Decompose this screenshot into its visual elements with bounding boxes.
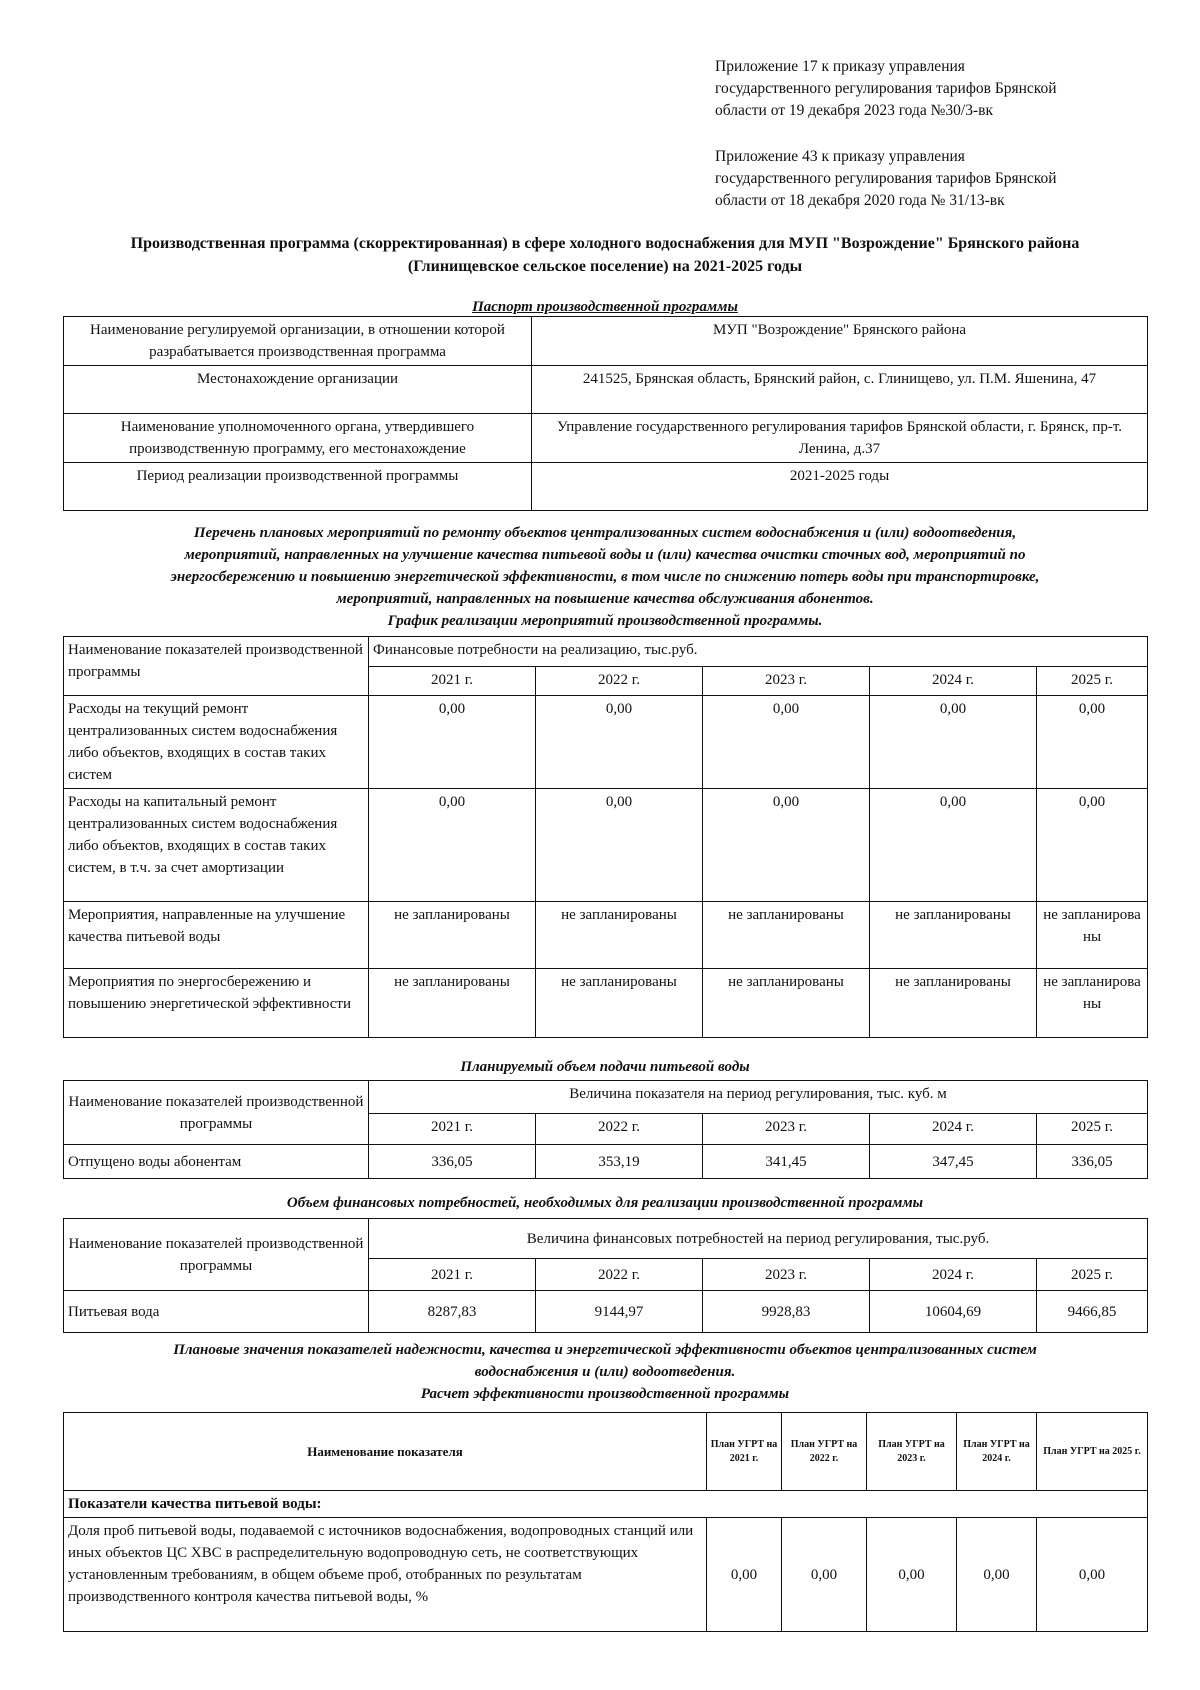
- cell-value: 0,00: [957, 1518, 1037, 1632]
- measures-heading: Перечень плановых мероприятий по ремонту объектов централизованных систем водоснабжения и (или) водоотведения, мероприятий, направленных на улучшение качества питьевой воды и (или) качества очистки сточных вод, мероприятий по энергосбережению и повышению энергетической эффективности, в том числе по снижению потерь воды при транспортировке, мероприятий, направленных на повышение качества обслуживания абонентов. График реализации мероприятий производственной программы.: [60, 522, 1150, 632]
- cell-value: 0,00: [867, 1518, 957, 1632]
- cell-value: 0,00: [536, 789, 703, 902]
- plan-header: План УГРТ на 2023 г.: [867, 1413, 957, 1491]
- cell-value: 336,05: [369, 1145, 536, 1179]
- row-label: Расходы на текущий ремонт централизованных систем водоснабжения либо объектов, входящих в состав таких систем: [64, 696, 369, 789]
- document-title: Производственная программа (скорректированная) в сфере холодного водоснабжения для МУП "Возрождение" Брянского района (Глинищевское сельское поселение) на 2021-2025 годы: [130, 235, 1080, 275]
- passport-label: Местонахождение организации: [64, 366, 532, 414]
- table-row: [64, 1518, 1148, 1632]
- calc-heading: Расчет эффективности производственной программы: [420, 1386, 790, 1402]
- plan-header: План УГРТ на 2021 г.: [707, 1413, 782, 1491]
- cell-value: не запланированы: [703, 902, 870, 969]
- table-row: [64, 637, 1148, 667]
- year-header: 2025 г.: [1037, 667, 1148, 696]
- year-header: 2022 г.: [536, 1114, 703, 1145]
- finance-table: [63, 1218, 1148, 1333]
- year-header: 2024 г.: [870, 667, 1037, 696]
- plan-header: План УГРТ на 2022 г.: [782, 1413, 867, 1491]
- cell-value: 0,00: [369, 789, 536, 902]
- cell-value: не запланированы: [369, 969, 536, 1038]
- measures-table: [63, 636, 1148, 1038]
- efficiency-table: [63, 1412, 1148, 1632]
- year-header: 2022 г.: [536, 667, 703, 696]
- cell-value: 347,45: [870, 1145, 1037, 1179]
- cell-value: 0,00: [536, 696, 703, 789]
- cell-value: 353,19: [536, 1145, 703, 1179]
- cell-value: 10604,69: [870, 1291, 1037, 1333]
- table-row: [64, 902, 1148, 969]
- appendix-note-1: Приложение 17 к приказу управления государственного регулирования тарифов Брянской области от 19 декабря 2023 года №30/3-вк: [715, 58, 1057, 119]
- table-row: [64, 414, 1148, 463]
- group-header: Величина финансовых потребностей на период регулирования, тыс.руб.: [369, 1219, 1148, 1259]
- table-row: [64, 1081, 1148, 1114]
- year-header: 2021 г.: [369, 1259, 536, 1291]
- cell-value: 341,45: [703, 1145, 870, 1179]
- cell-value: 0,00: [1037, 696, 1148, 789]
- cell-value: 0,00: [782, 1518, 867, 1632]
- table-row: [64, 696, 1148, 789]
- year-header: 2025 г.: [1037, 1259, 1148, 1291]
- cell-value: не запланированы: [369, 902, 536, 969]
- schedule-heading: График реализации мероприятий производственной программы.: [387, 613, 823, 629]
- row-label: Отпущено воды абонентам: [64, 1145, 369, 1179]
- passport-label: Наименование регулируемой организации, в отношении которой разрабатывается производственная программа: [64, 317, 532, 366]
- passport-value: 2021-2025 годы: [532, 463, 1148, 511]
- table-row: [64, 1413, 1148, 1491]
- row-label: Мероприятия, направленные на улучшение качества питьевой воды: [64, 902, 369, 969]
- cell-value: 9144,97: [536, 1291, 703, 1333]
- column-header: Наименование показателей производственной программы: [64, 637, 369, 696]
- passport-heading: Паспорт производственной программы: [472, 299, 738, 315]
- column-header: Наименование показателя: [64, 1413, 707, 1491]
- cell-value: 8287,83: [369, 1291, 536, 1333]
- volume-heading: Планируемый объем подачи питьевой воды: [460, 1059, 750, 1075]
- cell-value: не запланированы: [703, 969, 870, 1038]
- table-row: [64, 1491, 1148, 1518]
- passport-label: Период реализации производственной программы: [64, 463, 532, 511]
- passport-table: [63, 316, 1148, 511]
- year-header: 2023 г.: [703, 667, 870, 696]
- cell-value: 0,00: [1037, 789, 1148, 902]
- cell-value: не запланированы: [1037, 969, 1148, 1038]
- cell-value: 0,00: [369, 696, 536, 789]
- group-header: Финансовые потребности на реализацию, тыс.руб.: [369, 637, 1148, 667]
- cell-value: 0,00: [1037, 1518, 1148, 1632]
- table-row: [64, 317, 1148, 366]
- cell-value: не запланированы: [870, 969, 1037, 1038]
- cell-value: не запланированы: [536, 969, 703, 1038]
- volume-table: [63, 1080, 1148, 1179]
- table-row: [64, 1291, 1148, 1333]
- efficiency-heading: Плановые значения показателей надежности, качества и энергетической эффективности объектов централизованных систем водоснабжения и (или) водоотведения. Расчет эффективности производственной программы: [60, 1339, 1150, 1405]
- cell-value: не запланированы: [870, 902, 1037, 969]
- cell-value: 0,00: [870, 696, 1037, 789]
- row-label: Мероприятия по энергосбережению и повышению энергетической эффективности: [64, 969, 369, 1038]
- year-header: 2025 г.: [1037, 1114, 1148, 1145]
- passport-value: 241525, Брянская область, Брянский район, с. Глинищево, ул. П.М. Яшенина, 47: [532, 366, 1148, 414]
- cell-value: 9928,83: [703, 1291, 870, 1333]
- cell-value: не запланированы: [536, 902, 703, 969]
- cell-value: 336,05: [1037, 1145, 1148, 1179]
- table-row: [64, 1219, 1148, 1259]
- table-row: [64, 969, 1148, 1038]
- year-header: 2021 г.: [369, 1114, 536, 1145]
- column-header: Наименование показателей производственной программы: [64, 1081, 369, 1145]
- cell-value: 0,00: [703, 789, 870, 902]
- section-title: Показатели качества питьевой воды:: [64, 1491, 1148, 1518]
- year-header: 2023 г.: [703, 1259, 870, 1291]
- row-label: Доля проб питьевой воды, подаваемой с источников водоснабжения, водопроводных станций или иных объектов ЦС ХВС в распределительную водопроводную сеть, не соответствующих установленным требованиям, в общем объеме проб, отобранных по результатам производственного контроля качества питьевой воды, %: [64, 1518, 707, 1632]
- cell-value: 9466,85: [1037, 1291, 1148, 1333]
- table-row: [64, 789, 1148, 902]
- passport-value: МУП "Возрождение" Брянского района: [532, 317, 1148, 366]
- group-header: Величина показателя на период регулирования, тыс. куб. м: [369, 1081, 1148, 1114]
- row-label: Питьевая вода: [64, 1291, 369, 1333]
- year-header: 2024 г.: [870, 1259, 1037, 1291]
- table-row: [64, 1145, 1148, 1179]
- cell-value: 0,00: [703, 696, 870, 789]
- cell-value: не запланированы: [1037, 902, 1148, 969]
- year-header: 2022 г.: [536, 1259, 703, 1291]
- plan-header: План УГРТ на 2025 г.: [1037, 1413, 1148, 1491]
- row-label: Расходы на капитальный ремонт централизованных систем водоснабжения либо объектов, входящих в состав таких систем, в т.ч. за счет амортизации: [64, 789, 369, 902]
- table-row: [64, 366, 1148, 414]
- year-header: 2021 г.: [369, 667, 536, 696]
- year-header: 2023 г.: [703, 1114, 870, 1145]
- year-header: 2024 г.: [870, 1114, 1037, 1145]
- passport-value: Управление государственного регулирования тарифов Брянской области, г. Брянск, пр-т. Ленина, д.37: [532, 414, 1148, 463]
- passport-label: Наименование уполномоченного органа, утвердившего производственную программу, его местонахождение: [64, 414, 532, 463]
- table-row: [64, 463, 1148, 511]
- cell-value: 0,00: [870, 789, 1037, 902]
- plan-header: План УГРТ на 2024 г.: [957, 1413, 1037, 1491]
- finance-heading: Объем финансовых потребностей, необходимых для реализации производственной программы: [286, 1195, 924, 1211]
- cell-value: 0,00: [707, 1518, 782, 1632]
- column-header: Наименование показателей производственной программы: [64, 1219, 369, 1291]
- appendix-note-2: Приложение 43 к приказу управления государственного регулирования тарифов Брянской области от 18 декабря 2020 года № 31/13-вк: [715, 148, 1057, 209]
